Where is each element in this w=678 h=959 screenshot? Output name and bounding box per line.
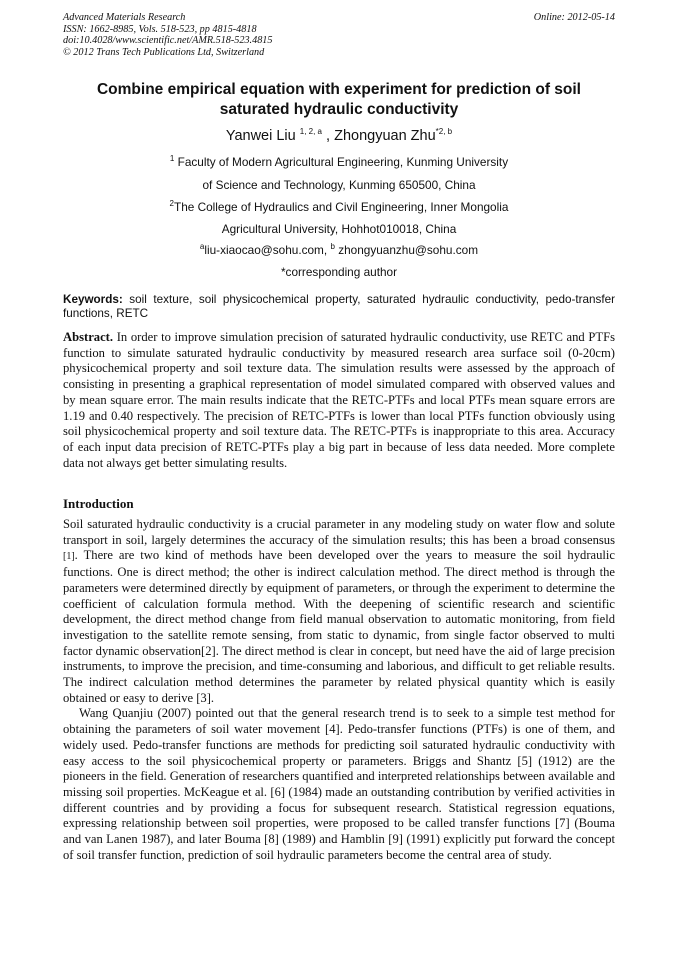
author-name: Yanwei Liu (225, 128, 296, 144)
keywords-text: soil texture, soil physicochemical property, saturated hydraulic conductivity, pedo-transfer functions, RETC (63, 293, 615, 320)
author-affiliation-marker: 1, 2, a (299, 127, 322, 137)
affiliation-2-line-2: Agricultural University, Hohhot010018, China (221, 222, 457, 236)
affiliation-number: 1 (169, 154, 175, 164)
affiliation-number: 2 (169, 199, 174, 209)
online-date: Online: 2012-05-14 (533, 12, 615, 23)
paragraph-text: Soil saturated hydraulic conductivity is a crucial parameter in any modeling study on water flow and solute transport in soil, largely determines the accuracy of the simulation results; this has been a broad consensus (63, 517, 615, 547)
abstract-label: Abstract. (63, 330, 114, 344)
keywords-label: Keywords: (63, 293, 123, 306)
author-line (63, 126, 615, 146)
email-line (63, 243, 615, 257)
email-marker: a (199, 242, 205, 252)
paragraph (63, 517, 615, 706)
email-marker: b (330, 242, 335, 252)
section-heading: Introduction (63, 496, 134, 511)
citation: [1] (63, 551, 75, 563)
affiliation-text: The College of Hydraulics and Civil Engineering, Inner Mongolia (174, 200, 509, 214)
introduction-body (63, 517, 615, 863)
affiliation-1-line-1 (63, 155, 615, 169)
affiliation-text: Faculty of Modern Agricultural Engineering, Kunming University (177, 155, 509, 169)
journal-header (63, 12, 615, 58)
abstract-text: In order to improve simulation precision of saturated hydraulic conductivity, use RETC and PTFs function to simulate saturated hydraulic conductivity by measured research area surface soil (0-20cm) physicochemical property and soil texture data. The simulation results were assessed by the approach of consisting in presenting a graphical representation of model simulated compared with observed values and by mean square error. The main results indicate that the RETC-PTFs and local PTFs mean square errors are 1.19 and 0.40 respectively. The precision of RETC-PTFs is lower than local PTFs function obviously using soil physicochemical property and soil texture data. The RETC-PTFs is inappropriate to this area. Accuracy of each input data precision of RETC-PTFs play a big part in because of less data needed. More complete data not always get better simulating results. (63, 330, 615, 470)
keywords (63, 293, 615, 321)
affiliation-2-line-1 (63, 200, 615, 214)
issn-line: ISSN: 1662-8985, Vols. 518-523, pp 4815-4818 (63, 23, 257, 35)
abstract (63, 330, 615, 471)
email-address: liu-xiaocao@sohu.com, (204, 243, 331, 257)
author-affiliation-marker: *2, b (435, 127, 453, 137)
paragraph: Wang Quanjiu (2007) pointed out that the general research trend is to seek to a simple test method for obtaining the parameters of soil water movement [4]. Pedo-transfer functions (PTFs) is one of them, and widely used. Pedo-transfer functions are methods for predicting soil saturated hydraulic conductivity with easy access to the soil physicochemical property or parameters. Briggs and Shantz [5] (1912) are the pioneers in the field. Generation of researchers quantified and interpreted relationships between available and missing soil properties. McKeague et al. [6] (1984) made an outstanding contribution by verified activities in different countries and by providing a focus for subsequent research. Statistical regression equations, expressing relationship between soil properties, were proposed to be called transfer functions [7] (Bouma and van Lanen 1987), and later Bouma [8] (1989) and Hamblin [9] (1991) explicitly put forward the concept of soil transfer function, prediction of soil hydraulic parameters become the central area of study. (63, 706, 615, 862)
copyright-line: © 2012 Trans Tech Publications Ltd, Switzerland (63, 46, 265, 58)
doi-line: doi:10.4028/www.scientific.net/AMR.518-523.4815 (63, 35, 273, 47)
journal-name: Advanced Materials Research (63, 12, 186, 23)
author-separator: , (326, 128, 335, 144)
author-name: Zhongyuan Zhu (334, 128, 436, 144)
corresponding-author-note: *corresponding author (280, 265, 398, 279)
paragraph-text: . There are two kind of methods have been developed over the years to measure the soil hydraulic functions. One is direct method; the other is indirect calculation method. The direct method is through the parameters were determined directly by equipment of parameters, or through the experiment to determine the coefficient of calculation formula method. With the deepening of scientific research and scientific development, the direct method change from field manual observation to automatic monitoring, from field investigation to the satellite remote sensing, from static to dynamic, from single factor observed to multi factor dynamic observation[2]. The direct method is clear in concept, but need have the aid of large precision instruments, to improve the precision, and time-consuming and laborious, and difficult to get reliable results. The indirect calculation method determines the parameter by related physical quantity which is easily obtained or easy to derive [3]. (63, 548, 615, 705)
paper-title: Combine empirical equation with experiment for prediction of soil saturated hydraulic conductivity (96, 81, 581, 118)
affiliation-1-line-2: of Science and Technology, Kunming 650500, China (202, 178, 476, 192)
email-address: zhongyuanzhu@sohu.com (338, 243, 479, 257)
